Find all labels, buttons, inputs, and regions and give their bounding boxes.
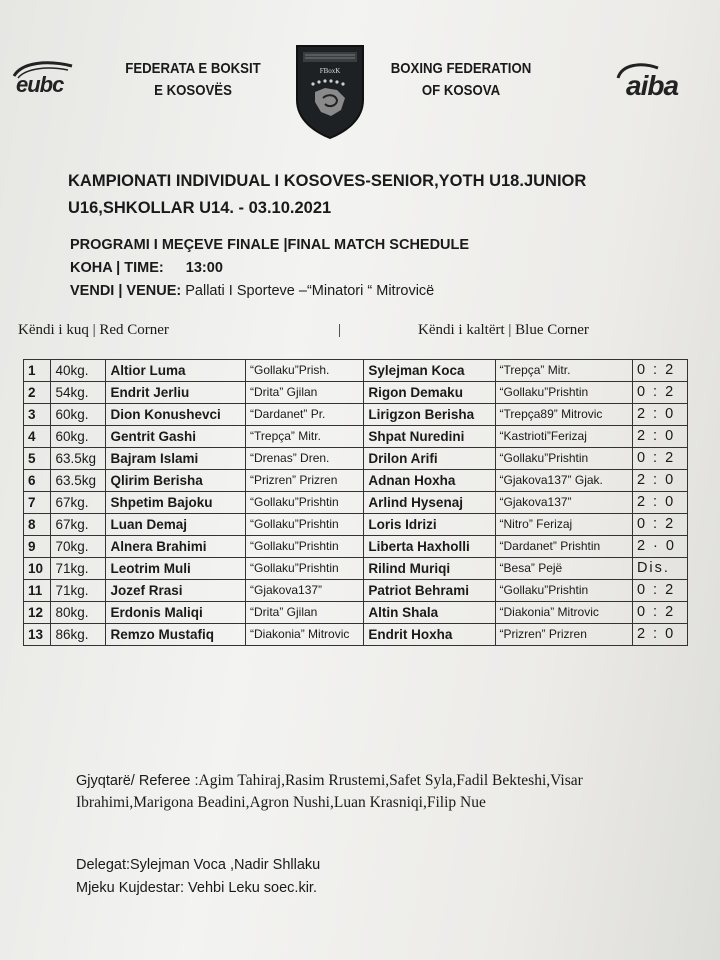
bout-number: 6	[24, 470, 51, 492]
bout-result: 2 : 0	[632, 404, 687, 426]
bout-result: 0 : 2	[632, 382, 687, 404]
blue-boxer-name: Rilind Muriqi	[364, 558, 495, 580]
blue-boxer-name: Loris Idrizi	[364, 514, 495, 536]
bout-row	[24, 470, 688, 492]
crest-label: FBoxK	[319, 67, 341, 75]
blue-boxer-name: Shpat Nuredini	[364, 426, 495, 448]
red-boxer-name: Endrit Jerliu	[106, 382, 246, 404]
red-boxer-name: Jozef Rrasi	[106, 580, 246, 602]
bout-row	[24, 426, 688, 448]
weight-class: 67kg.	[51, 492, 106, 514]
red-boxer-club: “Gollaku”Prishtin	[246, 514, 364, 536]
blue-boxer-name: Rigon Demaku	[364, 382, 495, 404]
doctor-line: Mjeku Kujdestar: Vehbi Leku soec.kir.	[76, 880, 317, 896]
weight-class: 67kg.	[51, 514, 106, 536]
red-boxer-club: “Gjakova137”	[246, 580, 364, 602]
bout-number: 8	[24, 514, 51, 536]
venue-label: VENDI | VENUE:	[70, 283, 182, 299]
weight-class: 71kg.	[51, 558, 106, 580]
weight-class: 63.5kg	[51, 448, 106, 470]
bout-result: 2 : 0	[632, 492, 687, 514]
blue-corner-header: Këndi i kaltërt | Blue Corner	[418, 322, 589, 338]
red-boxer-club: “Gollaku”Prishtin	[246, 492, 364, 514]
aiba-logo-text: aiba	[626, 70, 679, 101]
blue-boxer-club: “Prizren” Prizren	[495, 624, 632, 646]
bout-number: 12	[24, 602, 51, 624]
bout-result: 0 : 2	[632, 448, 687, 470]
weight-class: 70kg.	[51, 536, 106, 558]
blue-boxer-name: Endrit Hoxha	[364, 624, 495, 646]
referee-names: Agim Tahiraj,Rasim Rrustemi,Safet Syla,Fadil Bekteshi,Visar Ibrahimi,Marigona Beadini,Agron Nushi,Luan Krasniqi,Filip Nue	[76, 772, 583, 811]
red-corner-header: Këndi i kuq | Red Corner	[18, 322, 169, 338]
bout-row	[24, 360, 688, 382]
bout-row	[24, 404, 688, 426]
weight-class: 40kg.	[51, 360, 106, 382]
federation-crest-icon	[293, 42, 367, 140]
eubc-logo	[8, 58, 80, 102]
bout-row	[24, 558, 688, 580]
time-label: KOHA | TIME:	[70, 260, 164, 276]
red-boxer-name: Altior Luma	[106, 360, 246, 382]
red-boxer-name: Erdonis Maliqi	[106, 602, 246, 624]
bout-result: 0 : 2	[632, 602, 687, 624]
red-boxer-club: “Diakonia” Mitrovic	[246, 624, 364, 646]
blue-boxer-club: “Gollaku”Prishtin	[495, 580, 632, 602]
blue-boxer-club: “Nitro” Ferizaj	[495, 514, 632, 536]
bout-result: 0 : 2	[632, 360, 687, 382]
blue-boxer-name: Sylejman Koca	[364, 360, 495, 382]
bout-result: 0 : 2	[632, 580, 687, 602]
blue-boxer-name: Adnan Hoxha	[364, 470, 495, 492]
org-name-albanian-line1: FEDERATA E BOKSIT	[125, 60, 261, 77]
bout-result: 2 : 0	[632, 624, 687, 646]
org-name-albanian	[118, 58, 268, 102]
bout-number: 11	[24, 580, 51, 602]
bout-result: 0 : 2	[632, 514, 687, 536]
red-boxer-club: “Prizren” Prizren	[246, 470, 364, 492]
bout-number: 10	[24, 558, 51, 580]
bout-number: 13	[24, 624, 51, 646]
red-boxer-club: “Drenas” Dren.	[246, 448, 364, 470]
red-boxer-club: “Trepça” Mitr.	[246, 426, 364, 448]
venue-value: Pallati I Sporteve –“Minatori “ Mitrovicë	[185, 283, 435, 299]
officials-block	[76, 854, 676, 900]
referee-label: Gjyqtarë/ Referee :	[76, 773, 199, 789]
blue-boxer-club: “Gjakova137” Gjak.	[495, 470, 632, 492]
bout-row	[24, 448, 688, 470]
blue-boxer-club: “Gjakova137”	[495, 492, 632, 514]
weight-class: 80kg.	[51, 602, 106, 624]
blue-boxer-name: Arlind Hysenaj	[364, 492, 495, 514]
program-heading: PROGRAMI I MEÇEVE FINALE |FINAL MATCH SCHEDULE	[70, 237, 470, 253]
red-boxer-name: Qlirim Berisha	[106, 470, 246, 492]
blue-boxer-club: “Gollaku”Prishtin	[495, 448, 632, 470]
red-boxer-club: “Dardanet” Pr.	[246, 404, 364, 426]
blue-boxer-name: Lirigzon Berisha	[364, 404, 495, 426]
bout-row	[24, 514, 688, 536]
red-boxer-club: “Gollaku”Prishtin	[246, 536, 364, 558]
bout-row	[24, 624, 688, 646]
blue-boxer-club: “Trepça” Mitr.	[495, 360, 632, 382]
bout-row	[24, 536, 688, 558]
bout-number: 9	[24, 536, 51, 558]
bout-row	[24, 382, 688, 404]
bout-number: 4	[24, 426, 51, 448]
championship-title	[68, 168, 668, 222]
bout-result: Dis.	[632, 558, 687, 580]
red-boxer-name: Leotrim Muli	[106, 558, 246, 580]
bout-number: 5	[24, 448, 51, 470]
corner-separator: |	[338, 322, 342, 338]
bout-result: 2 : 0	[632, 426, 687, 448]
weight-class: 71kg.	[51, 580, 106, 602]
weight-class: 60kg.	[51, 404, 106, 426]
blue-boxer-club: “Kastrioti”Ferizaj	[495, 426, 632, 448]
weight-class: 63.5kg	[51, 470, 106, 492]
referee-block	[76, 770, 676, 814]
org-name-english-line2: OF KOSOVA	[421, 82, 501, 99]
blue-boxer-club: “Diakonia” Mitrovic	[495, 602, 632, 624]
bout-row	[24, 492, 688, 514]
bout-result: 2 · 0	[632, 536, 687, 558]
bout-row	[24, 580, 688, 602]
weight-class: 60kg.	[51, 426, 106, 448]
weight-class: 86kg.	[51, 624, 106, 646]
red-boxer-name: Bajram Islami	[106, 448, 246, 470]
championship-title-line1: KAMPIONATI INDIVIDUAL I KOSOVES-SENIOR,YOTH U18.JUNIOR	[68, 172, 587, 190]
red-boxer-name: Alnera Brahimi	[106, 536, 246, 558]
blue-boxer-name: Patriot Behrami	[364, 580, 495, 602]
org-name-albanian-line2: E KOSOVËS	[154, 82, 232, 99]
blue-boxer-club: “Gollaku”Prishtin	[495, 382, 632, 404]
red-boxer-name: Shpetim Bajoku	[106, 492, 246, 514]
bout-number: 7	[24, 492, 51, 514]
venue-row	[70, 280, 630, 303]
blue-boxer-club: “Besa” Pejë	[495, 558, 632, 580]
bout-row	[24, 602, 688, 624]
blue-boxer-name: Drilon Arifi	[364, 448, 495, 470]
red-boxer-name: Gentrit Gashi	[106, 426, 246, 448]
bout-number: 2	[24, 382, 51, 404]
schedule-info	[70, 234, 630, 303]
blue-boxer-club: “Dardanet” Prishtin	[495, 536, 632, 558]
championship-title-line2: U16,SHKOLLAR U14. - 03.10.2021	[68, 199, 332, 217]
red-boxer-name: Dion Konushevci	[106, 404, 246, 426]
bout-result: 2 : 0	[632, 470, 687, 492]
aiba-logo	[612, 58, 708, 106]
blue-boxer-name: Altin Shala	[364, 602, 495, 624]
blue-boxer-name: Liberta Haxholli	[364, 536, 495, 558]
bouts-table	[23, 359, 688, 646]
blue-boxer-club: “Trepça89” Mitrovic	[495, 404, 632, 426]
bout-number: 1	[24, 360, 51, 382]
red-boxer-club: “Drita” Gjilan	[246, 602, 364, 624]
red-boxer-club: “Gollaku”Prish.	[246, 360, 364, 382]
org-name-english	[386, 58, 536, 102]
red-boxer-club: “Drita” Gjilan	[246, 382, 364, 404]
eubc-logo-text: eubc	[16, 72, 64, 97]
time-row	[70, 257, 630, 280]
red-boxer-name: Remzo Mustafiq	[106, 624, 246, 646]
bout-number: 3	[24, 404, 51, 426]
red-boxer-name: Luan Demaj	[106, 514, 246, 536]
weight-class: 54kg.	[51, 382, 106, 404]
org-name-english-line1: BOXING FEDERATION	[390, 60, 532, 77]
delegates-line: Delegat:Sylejman Voca ,Nadir Shllaku	[76, 857, 321, 873]
time-value: 13:00	[185, 260, 223, 276]
red-boxer-club: “Gollaku”Prishtin	[246, 558, 364, 580]
